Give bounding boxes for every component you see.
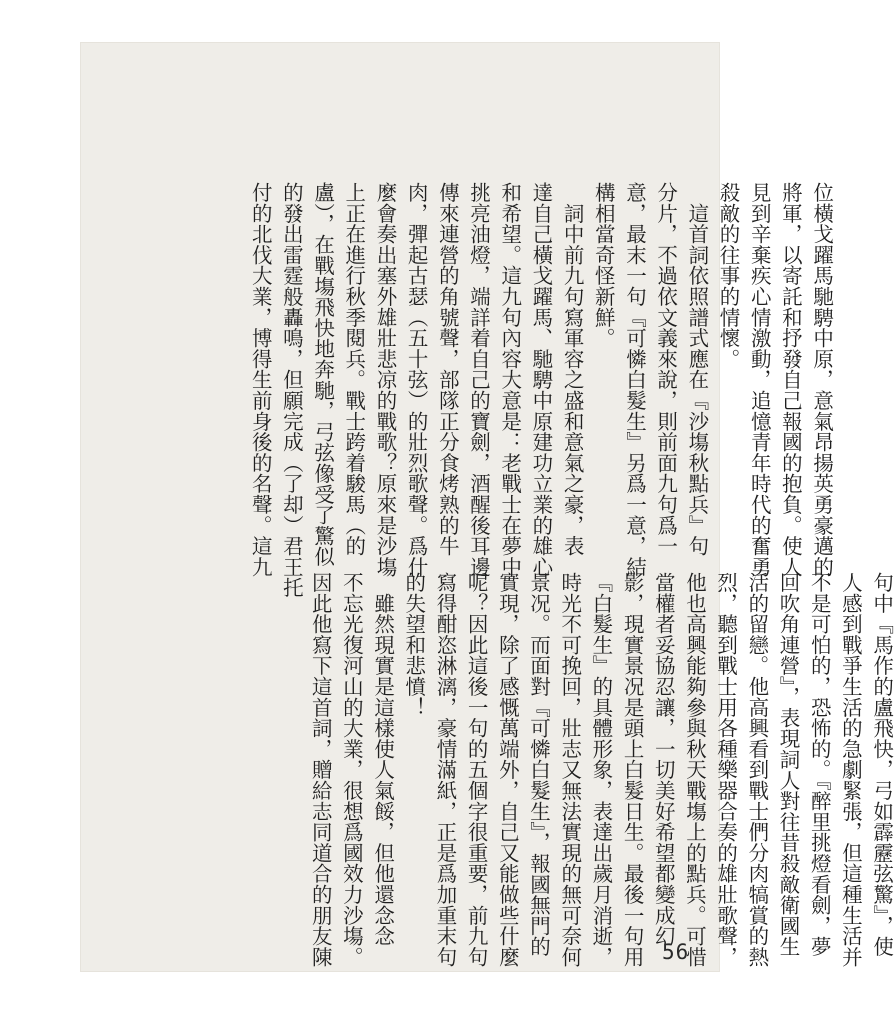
text-column: 句中『馬作的盧飛快，弓如霹靂弦驚』，使 [869, 572, 894, 957]
page-number: 56 [662, 940, 690, 964]
text-column: 烈，聽到戰士用各種樂器合奏的雄壯歌聲， [713, 572, 738, 968]
text-column: 人感到戰爭生活的急劇緊張，但這種生活并 [838, 572, 863, 968]
text-column: 的發出雷霆般轟鳴，但願完成（了却）君王托 [279, 182, 304, 598]
text-column: 雖然現實是這樣使人氣餒，但他還念念 [370, 572, 395, 947]
text-column: 和希望。這九句內容大意是：老戰士在夢中 [497, 182, 522, 578]
text-column: 實現，除了感慨萬端外，自己又能做些什麼 [495, 572, 520, 968]
book-page [80, 42, 894, 972]
text-column: 不是可怕的，恐怖的。『醉里挑燈看劍，夢 [807, 572, 832, 957]
text-column: 時光不可挽回，壯志又無法實現的無可奈何 [557, 572, 582, 968]
text-column: 回吹角連營』，表現詞人對往昔殺敵衛國生 [776, 572, 800, 957]
top-text-block [240, 182, 834, 598]
text-column: 因此他寫下這首詞，贈給志同道合的朋友陳 [308, 572, 333, 968]
text-column: 影，現實景况是頭上白髮日生。最後一句用 [620, 572, 645, 968]
text-column: 將軍，以寄託和抒發自己報國的抱負。使人 [778, 182, 803, 578]
text-column: 分片，不過依文義來說，則前面九句爲一 [653, 182, 678, 557]
text-column: 意，最末一句『可憐白髮生』另爲一意，結 [622, 182, 647, 578]
text-column: 詞中前九句寫軍容之盛和意氣之豪，表 [560, 182, 585, 557]
bottom-text-block [300, 572, 894, 968]
text-column: 上正在進行秋季閱兵。戰士跨着駿馬（的 [341, 182, 366, 557]
text-column: 肉，彈起古瑟（五十弦）的壯烈歌聲。爲什 [404, 182, 429, 578]
text-column: 達自己橫戈躍馬、馳騁中原建功立業的雄心 [528, 182, 553, 578]
text-column: 的失望和悲憤！ [401, 572, 426, 718]
text-column: 不忘光復河山的大業，很想爲國效力沙塲。 [339, 572, 364, 968]
text-column: 寫得酣恣淋漓，豪情滿紙，正是爲加重末句 [432, 572, 457, 968]
text-column: 構相當奇怪新鮮。 [591, 182, 616, 349]
text-column: 麼會奏出塞外雄壯悲凉的戰歌？原來是沙塲 [372, 182, 397, 578]
text-column: 這首詞依照譜式應在『沙塲秋點兵』句 [684, 182, 709, 557]
text-column: 位橫戈躍馬馳騁中原，意氣昂揚英勇豪邁的 [809, 182, 834, 578]
text-column: 見到辛棄疾心情激動，追憶青年時代的奮勇 [747, 182, 772, 578]
text-column: 盧），在戰塲飛快地奔馳，弓弦像受了驚似 [310, 182, 335, 567]
text-column: 挑亮油燈，端詳着自己的寶劍，酒醒後耳邊 [466, 182, 491, 578]
text-column: 傳來連營的角號聲，部隊正分食烤熟的牛 [435, 182, 460, 557]
text-column: 『白髮生』的具體形象，表達出歲月消逝， [588, 572, 613, 968]
text-column: 呢？因此這後一句的五個字很重要，前九句 [464, 572, 489, 968]
text-column: 當權者妥協忍讓，一切美好希望都變成幻 [651, 572, 676, 947]
text-column: 景况。而面對『可憐白髮生』，報國無門的 [526, 572, 551, 957]
text-column: 活的留戀。他高興看到戰士們分肉犒賞的熱 [744, 572, 769, 968]
text-column: 殺敵的往事的情懷。 [716, 182, 740, 370]
text-column: 他也高興能夠參與秋天戰塲上的點兵。可惜 [682, 572, 707, 968]
text-column: 付的北伐大業，博得生前身後的名聲。這九 [248, 182, 273, 578]
